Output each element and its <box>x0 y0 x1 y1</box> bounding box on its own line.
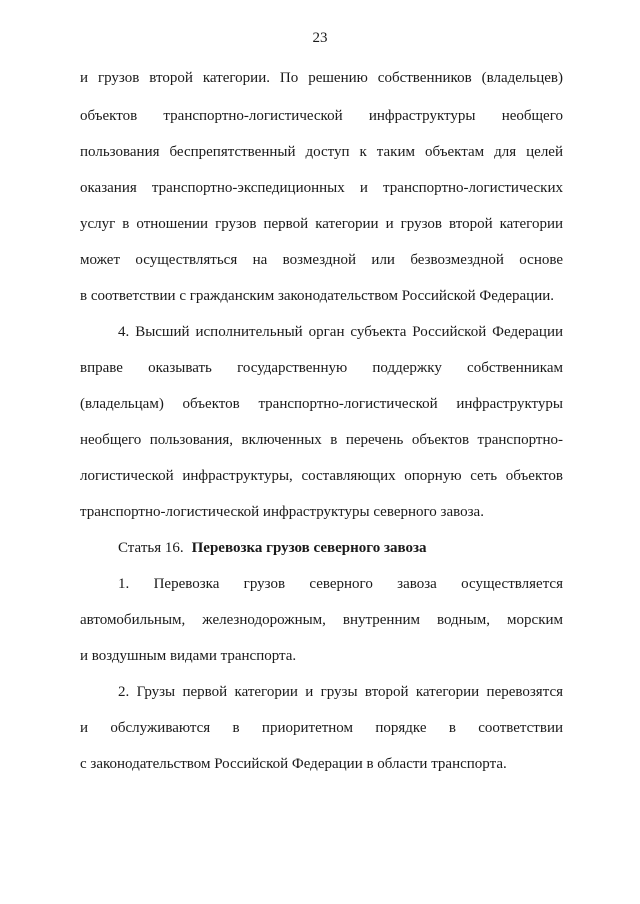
article-heading <box>80 538 563 558</box>
text-line: вправе оказывать государственную поддержку собственникам <box>80 360 563 376</box>
text-line: транспортно-логистической инфраструктуры северного завоза. <box>80 504 484 520</box>
text-line: объектов транспортно-логистической инфраструктуры необщего <box>80 108 563 124</box>
text-line: услуг в отношении грузов первой категории и грузов второй категории <box>80 216 563 232</box>
text-line: (владельцам) объектов транспортно-логистической инфраструктуры <box>80 396 563 412</box>
page-number: 23 <box>312 30 328 46</box>
text-line: автомобильным, железнодорожным, внутренним водным, морским <box>80 612 563 628</box>
text-line: логистической инфраструктуры, составляющих опорную сеть объектов <box>80 468 563 484</box>
text-line: пользования беспрепятственный доступ к таким объектам для целей <box>80 144 563 160</box>
paragraph-start: 2. Грузы первой категории и грузы второй категории перевозятся <box>118 684 563 700</box>
text-line: и грузов второй категории. По решению собственников (владельцев) <box>80 70 563 86</box>
text-line: с законодательством Российской Федерации в области транспорта. <box>80 756 507 772</box>
text-line: может осуществляться на возмездной или безвозмездной основе <box>80 252 563 268</box>
paragraph-start: 4. Высший исполнительный орган субъекта Российской Федерации <box>118 324 563 340</box>
paragraph-start: 1. Перевозка грузов северного завоза осуществляется <box>118 576 563 592</box>
text-line: в соответствии с гражданским законодательством Российской Федерации. <box>80 288 555 304</box>
article-label: Статья 16. <box>118 540 184 556</box>
text-line: оказания транспортно-экспедиционных и транспортно-логистических <box>80 180 563 196</box>
text-line: и воздушным видами транспорта. <box>80 648 297 664</box>
article-title: Перевозка грузов северного завоза <box>191 540 427 556</box>
text-line: необщего пользования, включенных в перечень объектов транспортно- <box>80 432 563 448</box>
text-line: и обслуживаются в приоритетном порядке в соответствии <box>80 720 563 736</box>
